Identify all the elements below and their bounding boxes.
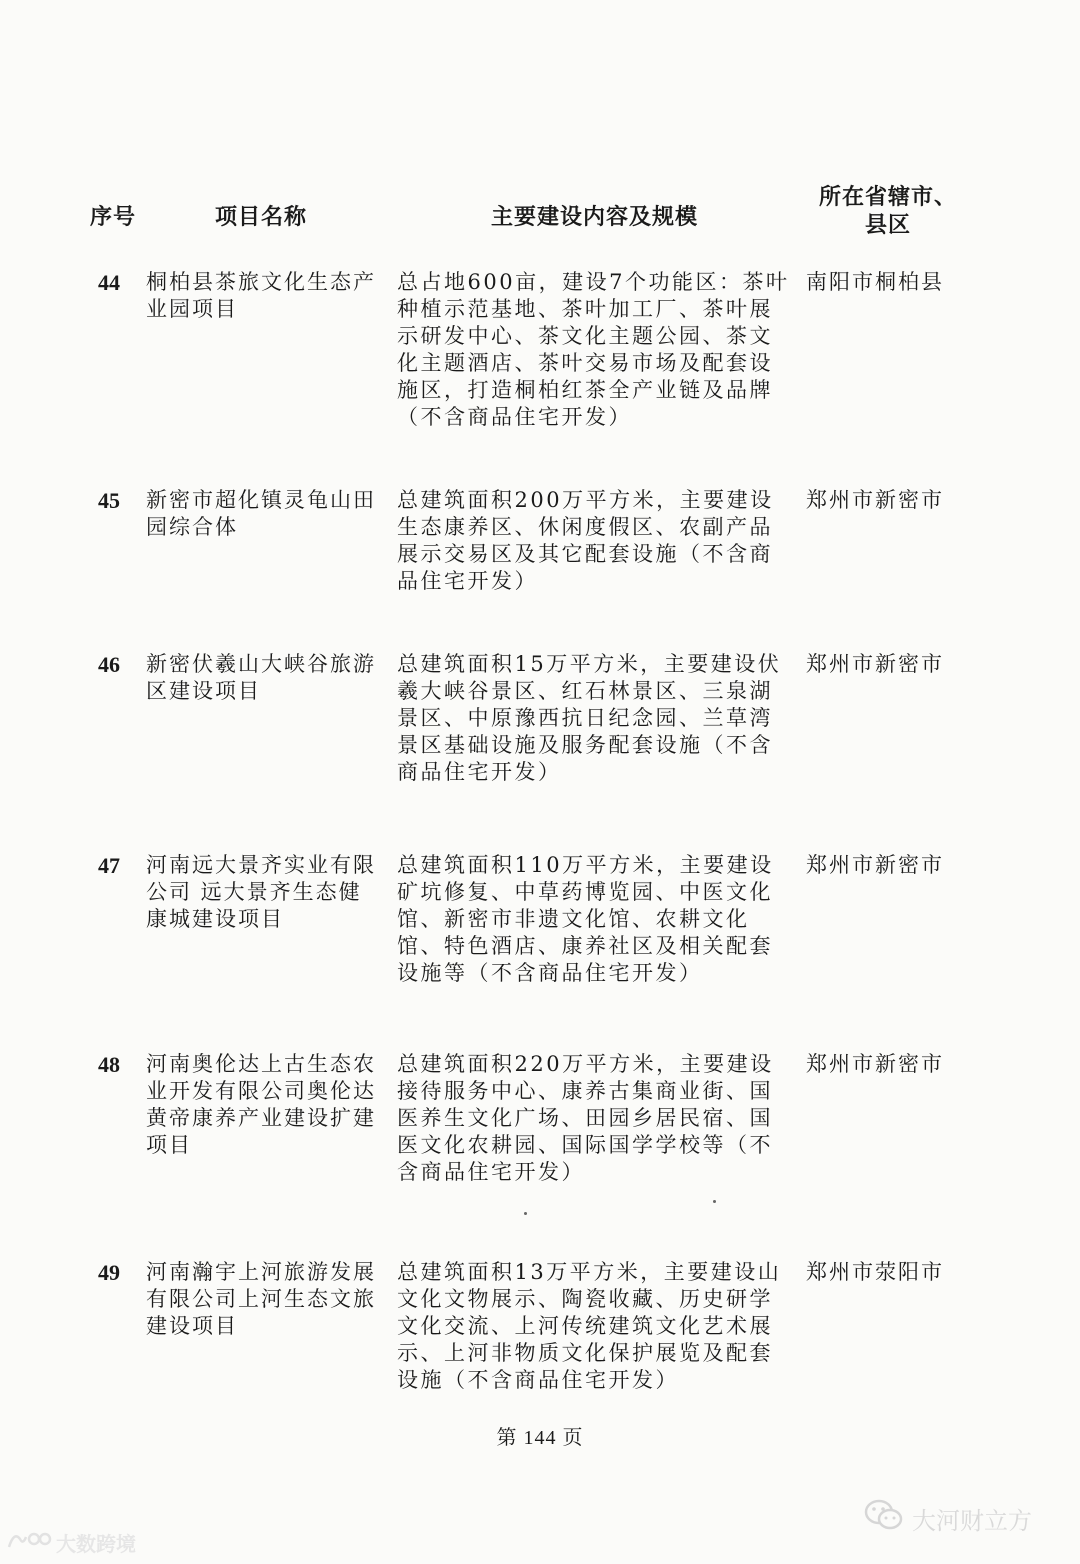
scan-speck <box>524 1212 527 1215</box>
project-name: 河南瀚宇上河旅游发展有限公司上河生态文旅建设项目 <box>146 1260 376 1338</box>
row-number: 45 <box>98 488 120 513</box>
project-location: 郑州市新密市 <box>806 1052 944 1076</box>
page-number: 第 144 页 <box>496 1427 584 1449</box>
project-name: 新密伏羲山大峡谷旅游区建设项目 <box>146 652 376 703</box>
logo-icon <box>6 1527 52 1558</box>
table-header <box>0 180 1080 240</box>
project-location: 南阳市桐柏县 <box>806 270 944 294</box>
project-name: 新密市超化镇灵龟山田园综合体 <box>146 488 376 539</box>
header-location <box>808 184 968 240</box>
project-content: 总建筑面积200万平方米，主要建设生态康养区、休闲度假区、农副产品展示交易区及其它配套设施（不含商品住宅开发） <box>397 488 774 593</box>
project-name: 河南奥伦达上古生态农业开发有限公司奥伦达黄帝康养产业建设扩建项目 <box>146 1052 376 1157</box>
project-content: 总建筑面积13万平方米，主要建设山文化文物展示、陶瓷收藏、历史研学文化交流、上河传统建筑文化艺术展示、上河非物质文化保护展览及配套设施（不含商品住宅开发） <box>397 1260 782 1392</box>
project-content: 总建筑面积220万平方米，主要建设接待服务中心、康养古集商业街、国医养生文化广场、田园乡居民宿、国医文化农耕园、国际国学学校等（不含商品住宅开发） <box>397 1052 774 1184</box>
header-content: 主要建设内容及规模 <box>491 205 699 230</box>
project-content: 总占地600亩，建设7个功能区：茶叶种植示范基地、茶叶加工厂、茶叶展示研发中心、茶文化主题公园、茶文化主题酒店、茶叶交易市场及配套设施区，打造桐柏红茶全产业链及品牌（不含商品住宅开发） <box>397 270 790 429</box>
project-name: 河南远大景齐实业有限公司 远大景齐生态健康城建设项目 <box>146 853 376 931</box>
header-name: 项目名称 <box>215 205 308 230</box>
watermark-right <box>864 1500 1032 1536</box>
watermark-left-text: 大数跨境 <box>56 1531 136 1556</box>
row-number: 47 <box>98 853 120 878</box>
scan-speck <box>713 1200 716 1203</box>
header-location-line2: 县区 <box>864 213 911 238</box>
project-name: 桐柏县茶旅文化生态产业园项目 <box>146 270 376 321</box>
project-location: 郑州市新密市 <box>806 652 944 676</box>
project-content: 总建筑面积15万平方米，主要建设伏羲大峡谷景区、红石林景区、三泉湖景区、中原豫西抗日纪念园、兰草湾景区基础设施及服务配套设施（不含商品住宅开发） <box>397 652 782 784</box>
watermark-left <box>6 1527 136 1557</box>
project-location: 郑州市新密市 <box>806 853 944 877</box>
project-location: 郑州市荥阳市 <box>806 1260 944 1284</box>
header-no: 序号 <box>90 205 137 230</box>
watermark-right-text: 大河财立方 <box>912 1506 1032 1535</box>
row-number: 49 <box>98 1260 120 1285</box>
row-number: 46 <box>98 652 120 677</box>
header-location-line1: 所在省辖市、 <box>818 185 957 210</box>
row-number: 48 <box>98 1052 120 1077</box>
wechat-icon <box>864 1498 904 1538</box>
project-content: 总建筑面积110万平方米，主要建设矿坑修复、中草药博览园、中医文化馆、新密市非遗文化馆、农耕文化馆、特色酒店、康养社区及相关配套设施等（不含商品住宅开发） <box>397 853 774 985</box>
row-number: 44 <box>98 270 120 295</box>
project-location: 郑州市新密市 <box>806 488 944 512</box>
